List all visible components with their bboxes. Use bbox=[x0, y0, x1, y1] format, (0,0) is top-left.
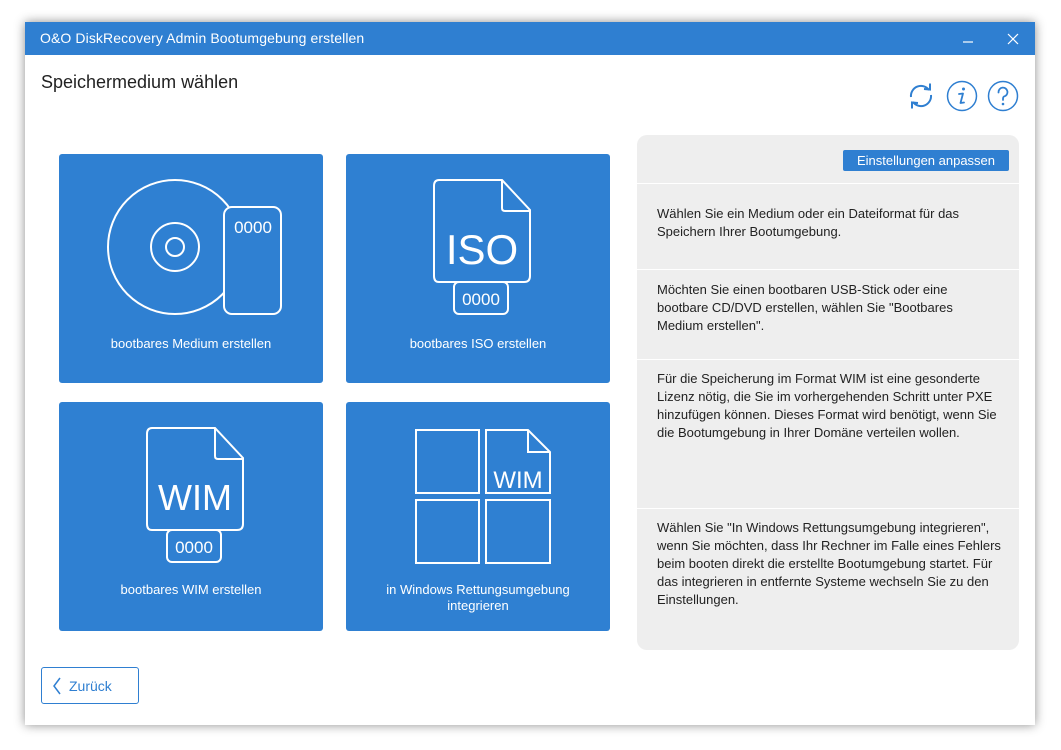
tile-bootable-medium[interactable] bbox=[59, 154, 323, 383]
page-title: Speichermedium wählen bbox=[41, 72, 239, 92]
divider bbox=[637, 359, 1019, 360]
info-paragraph: Möchten Sie einen bootbaren USB-Stick oder eine bootbare CD/DVD erstellen, wählen Sie "Bootbares Medium erstellen". bbox=[657, 282, 953, 333]
title-bar bbox=[25, 22, 1035, 55]
usb-connector-text: 0000 bbox=[234, 218, 272, 237]
window-title: O&O DiskRecovery Admin Bootumgebung erstellen bbox=[40, 30, 365, 46]
refresh-button[interactable] bbox=[905, 80, 937, 112]
divider bbox=[637, 269, 1019, 270]
divider bbox=[637, 508, 1019, 509]
refresh-icon bbox=[905, 80, 937, 112]
info-panel bbox=[637, 135, 1019, 650]
help-icon bbox=[987, 80, 1019, 112]
info-paragraph: Wählen Sie "In Windows Rettungsumgebung integrieren", wenn Sie möchten, dass Ihr Rechner im Falle eines Fehlers beim booten direkt die erstellte Bootumgebung startet. Für das integrieren in entfernte Systeme wechseln Sie zu den Einstellungen. bbox=[657, 520, 1001, 607]
tile-label: bootbares Medium erstellen bbox=[110, 336, 272, 351]
info-paragraph: Für die Speicherung im Format WIM ist eine gesonderte Lizenz nötig, die Sie im vorhergehenden Schritt unter PXE hinzufügen können. Dieses Format wird benötigt, wenn Sie die Bootumgebung in Ihrer Domäne verteilen wollen. bbox=[657, 371, 997, 440]
info-button[interactable] bbox=[946, 80, 978, 112]
divider bbox=[637, 183, 1019, 184]
usb-connector-text: 0000 bbox=[175, 538, 213, 557]
iso-badge-text: ISO bbox=[445, 226, 519, 273]
back-button[interactable] bbox=[41, 667, 139, 704]
wim-badge-text: WIM bbox=[158, 477, 232, 518]
chevron-left-icon bbox=[52, 677, 62, 695]
app-window bbox=[25, 22, 1035, 725]
tile-label: bootbares WIM erstellen bbox=[120, 582, 262, 597]
tile-label: bootbares ISO erstellen bbox=[409, 336, 547, 351]
help-button[interactable] bbox=[987, 80, 1019, 112]
tile-windows-recovery[interactable] bbox=[346, 402, 610, 631]
info-icon bbox=[946, 80, 978, 112]
tile-bootable-wim[interactable] bbox=[59, 402, 323, 631]
info-paragraph: Wählen Sie ein Medium oder ein Dateiformat für das Speichern Ihrer Bootumgebung. bbox=[657, 206, 960, 239]
close-button[interactable] bbox=[992, 22, 1034, 55]
tile-label: in Windows Rettungsumgebung integrieren bbox=[386, 582, 570, 613]
minimize-icon bbox=[962, 33, 974, 45]
back-button-label: Zurück bbox=[69, 677, 112, 694]
minimize-button[interactable] bbox=[947, 22, 989, 55]
wim-badge-text: WIM bbox=[493, 467, 543, 494]
adjust-settings-button[interactable]: Einstellungen anpassen bbox=[843, 150, 1009, 171]
close-icon bbox=[1007, 33, 1019, 45]
tile-bootable-iso[interactable] bbox=[346, 154, 610, 383]
usb-connector-text: 0000 bbox=[462, 290, 500, 309]
